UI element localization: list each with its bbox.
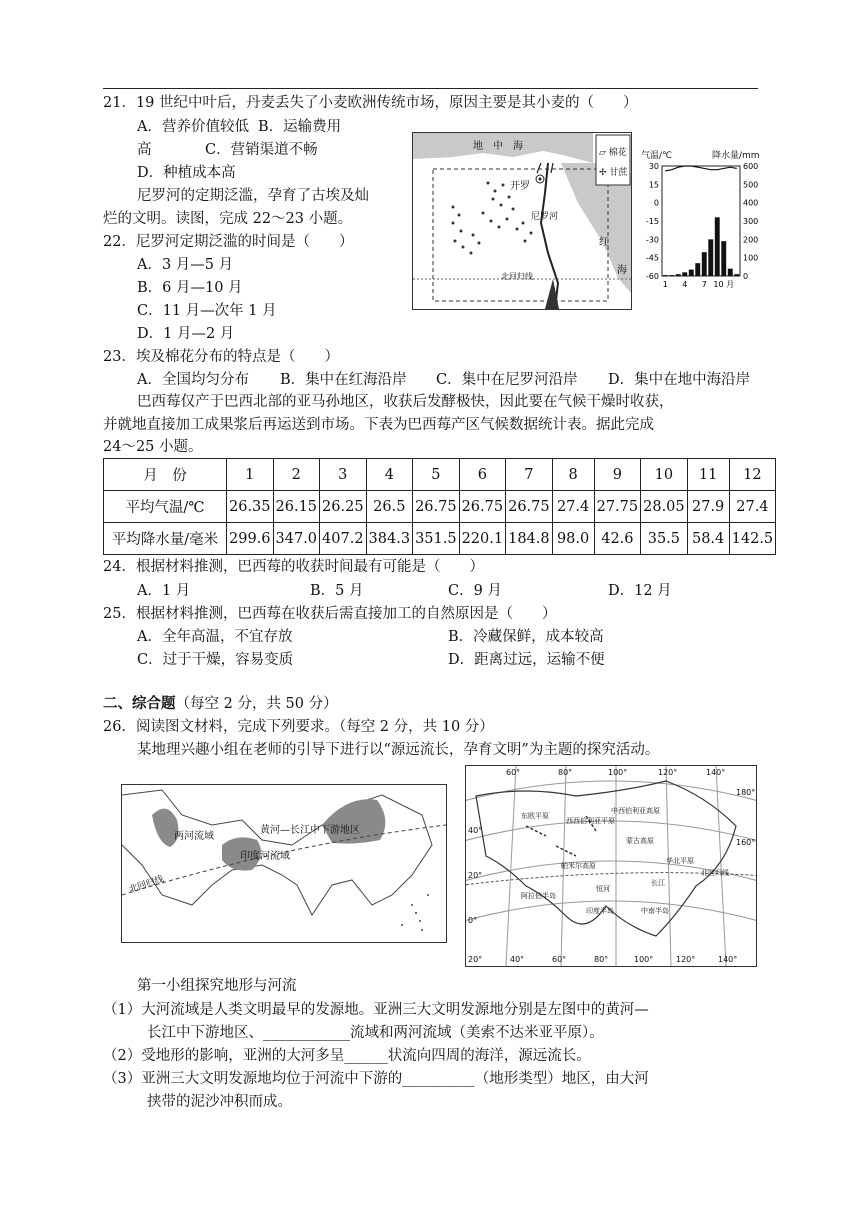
q25-stem: 25．根据材料推测，巴西莓在收获后需直接加工的自然原因是（ ） — [103, 606, 557, 622]
header-rule — [103, 88, 758, 89]
relief-label: 东欧平原 — [521, 812, 549, 820]
relief-label: 长江 — [651, 879, 665, 887]
relief-label: 华北平原 — [666, 857, 694, 865]
table-row-temp — [104, 491, 776, 523]
precip-tick: 0 — [743, 272, 749, 281]
cairo-label: 开罗 — [510, 181, 530, 192]
temp-tick: 30 — [648, 162, 659, 171]
tick-bottom-40: 40° — [510, 955, 525, 964]
legend-sugarcane: ✢ 甘蔗 — [599, 168, 628, 178]
q21-stem: 21．19 世纪中叶后，丹麦丢失了小麦欧洲传统市场，原因主要是其小麦的（ ） — [103, 95, 638, 111]
civ-tropic-label: 北回归线 — [127, 874, 166, 896]
q23-option-b[interactable]: B．集中在红海沿岸 — [280, 372, 407, 388]
tick-left-40: 40° — [468, 826, 483, 835]
tick-top-100: 100° — [608, 768, 628, 777]
relief-label: 帕米尔高原 — [561, 862, 596, 870]
relief-label: 北回归线 — [701, 869, 729, 877]
q23-option-c[interactable]: C．集中在尼罗河沿岸 — [436, 372, 578, 388]
precip-bar — [676, 274, 681, 276]
climate-table — [103, 458, 776, 555]
precip-tick: 100 — [743, 253, 759, 263]
group1-q1-line2: 长江中下游地区、____________流域和两河流域（美索不达米亚平原）。 — [147, 1025, 604, 1041]
precip-bar — [734, 274, 739, 276]
q23-stem: 23．埃及棉花分布的特点是（ ） — [103, 349, 339, 365]
q23-option-d[interactable]: D．集中在地中海沿岸 — [608, 372, 751, 388]
precip-bar — [708, 239, 713, 276]
precip-bar — [695, 263, 700, 276]
tick-top-80: 80° — [558, 768, 573, 777]
relief-label: 阿拉伯半岛 — [521, 892, 556, 900]
precip-tick: 600 — [743, 162, 759, 171]
precip-tick: 500 — [743, 180, 759, 190]
q22-option-c[interactable]: C．11 月—次年 1 月 — [137, 303, 277, 319]
section2-note: （每空 2 分，共 50 分） — [175, 696, 338, 712]
tropic-label: 北回归线 — [501, 272, 533, 281]
tick-bottom-60: 60° — [552, 955, 567, 964]
q26-stem: 26．阅读图文材料，完成下列要求。（每空 2 分，共 10 分） — [103, 719, 494, 735]
q22-option-b[interactable]: B．6 月—10 月 — [137, 280, 243, 296]
climate-chart — [640, 148, 766, 298]
q25-option-c[interactable]: C．过于干燥，容易变质 — [137, 652, 294, 668]
temp-cell: 27.4 — [552, 491, 594, 523]
intro-22-line1: 尼罗河的定期泛滥，孕育了古埃及灿 — [137, 188, 369, 204]
red-sea-label-1: 红 — [599, 237, 609, 248]
q22-option-d[interactable]: D．1 月—2 月 — [137, 326, 235, 342]
relief-label: 中南半岛 — [641, 907, 669, 915]
intro-24-line1: 巴西莓仅产于巴西北部的亚马孙地区，收获后发酵极快，因此要在气候干燥时收获， — [137, 394, 674, 410]
precip-cell: 35.5 — [641, 523, 688, 555]
intro-24-line3: 24～25 小题。 — [103, 439, 203, 455]
q24-option-c[interactable]: C．9 月 — [448, 583, 502, 599]
month-cell: 11 — [687, 459, 729, 491]
precip-bar — [669, 275, 674, 276]
civilization-map — [121, 784, 447, 943]
q24-stem: 24．根据材料推测，巴西莓的收获时间最有可能是（ ） — [103, 559, 484, 575]
tick-top-60: 60° — [506, 768, 521, 777]
temp-cell: 27.75 — [594, 491, 641, 523]
precip-bar — [682, 272, 687, 276]
q26-intro: 某地理兴趣小组在老师的引导下进行以“源远流长，孕育文明”为主题的探究活动。 — [137, 742, 660, 758]
q24-option-d[interactable]: D．12 月 — [608, 583, 672, 599]
section2-heading — [103, 693, 338, 715]
relief-label: 蒙古高原 — [626, 837, 654, 845]
precip-bar — [728, 269, 733, 276]
tick-bottom-100: 100° — [634, 955, 654, 964]
legend-cotton-text: 棉花 — [608, 148, 627, 158]
mediterranean-label: 地 中 海 — [473, 141, 523, 152]
chart-frame — [662, 166, 740, 276]
relief-label: 中西伯利亚高原 — [611, 807, 660, 815]
q21-option-d[interactable]: D．种植成本高 — [137, 165, 236, 181]
precip-cell: 42.6 — [594, 523, 641, 555]
group1-title: 第一小组探究地形与河流 — [137, 978, 297, 994]
tick-top-120: 120° — [658, 768, 678, 777]
temp-cell: 26.35 — [227, 491, 274, 523]
precip-tick: 300 — [743, 217, 759, 226]
group1-q3-line1: （3）亚洲三大文明发源地均位于河流中下游的__________（地形类型）地区，由大河 — [103, 1071, 649, 1087]
month-tick: 10 月 — [713, 280, 735, 289]
month-tick: 4 — [682, 280, 688, 289]
nile-label: 尼罗河 — [531, 212, 559, 222]
group1-q3-line2: 挟带的泥沙冲积而成。 — [147, 1094, 292, 1110]
temp-cell: 26.75 — [459, 491, 506, 523]
month-cell: 7 — [506, 459, 553, 491]
month-header: 月 份 — [104, 459, 227, 491]
temp-cell: 27.4 — [729, 491, 776, 523]
precip-cell: 299.6 — [227, 523, 274, 555]
temp-tick: -30 — [645, 235, 659, 245]
precip-tick: 200 — [743, 235, 759, 245]
precip-header: 平均降水量/毫米 — [104, 523, 227, 555]
month-tick: 7 — [701, 280, 707, 289]
temp-tick: -15 — [645, 217, 659, 226]
month-cell: 6 — [459, 459, 506, 491]
precip-axis-label: 降水量/mm — [712, 151, 760, 161]
tick-left-0: 0° — [468, 916, 478, 925]
q21-option-b-cont: 高 — [137, 142, 152, 158]
temp-header: 平均气温/℃ — [104, 491, 227, 523]
asia-relief-map — [465, 765, 757, 967]
relief-label: 印度半岛 — [586, 907, 614, 915]
precip-bar — [702, 252, 707, 276]
month-cell: 5 — [413, 459, 460, 491]
tick-bottom-80: 80° — [594, 955, 609, 964]
tick-right-180: 180° — [736, 788, 756, 797]
month-cell: 10 — [641, 459, 688, 491]
temp-cell: 28.05 — [641, 491, 688, 523]
temp-tick: -60 — [645, 272, 659, 281]
relief-label: 恒河 — [596, 885, 610, 893]
month-cell: 4 — [366, 459, 413, 491]
temp-line — [665, 166, 737, 171]
relief-label: 西西伯利亚平原 — [566, 817, 615, 825]
tick-top-140: 140° — [706, 768, 726, 777]
month-cell: 12 — [729, 459, 776, 491]
q25-option-a[interactable]: A．全年高温，不宜存放 — [137, 629, 293, 645]
group1-q2: （2）受地形的影响，亚洲的大河多呈______状流向四周的海洋，源远流长。 — [103, 1048, 591, 1064]
precip-cell: 142.5 — [729, 523, 776, 555]
temp-tick: 0 — [653, 198, 659, 208]
month-cell: 8 — [552, 459, 594, 491]
two-rivers-label: 两河流域 — [174, 831, 214, 842]
temp-cell: 26.75 — [506, 491, 553, 523]
indus-label: 印度河流域 — [240, 851, 290, 862]
temp-cell: 26.5 — [366, 491, 413, 523]
precip-cell: 98.0 — [552, 523, 594, 555]
temp-cell: 27.9 — [687, 491, 729, 523]
tick-left-20: 20° — [468, 871, 483, 880]
yellow-yangtze-label: 黄河—长江中下游地区 — [260, 825, 360, 836]
legend-sugarcane-text: 甘蔗 — [609, 168, 628, 178]
tick-bottom-120: 120° — [676, 955, 696, 964]
q22-option-a[interactable]: A．3 月—5 月 — [137, 257, 234, 273]
tick-bottom-20: 20° — [468, 955, 483, 964]
temp-tick: 15 — [648, 180, 659, 190]
table-row-precip — [104, 523, 776, 555]
table-row-months — [104, 459, 776, 491]
month-cell: 2 — [273, 459, 320, 491]
month-cell: 1 — [227, 459, 274, 491]
precip-cell: 184.8 — [506, 523, 553, 555]
precip-bar — [715, 217, 720, 276]
intro-24-line2: 并就地直接加工成果浆后再运送到市场。下表为巴西莓产区气候数据统计表。据此完成 — [103, 417, 654, 433]
q21-option-c[interactable]: C．营销渠道不畅 — [205, 142, 318, 158]
tick-bottom-140: 140° — [718, 955, 738, 964]
climate-chart-svg — [640, 148, 766, 298]
q23-option-a[interactable]: A．全国均匀分布 — [137, 372, 249, 388]
intro-22-line2: 烂的文明。读图，完成 22～23 小题。 — [103, 211, 353, 227]
month-tick: 1 — [662, 280, 668, 289]
tick-right-160: 160° — [736, 838, 756, 847]
asia-relief-graphic — [466, 766, 756, 966]
precip-cell: 407.2 — [320, 523, 367, 555]
precip-bar — [689, 270, 694, 276]
temp-cell: 26.75 — [413, 491, 460, 523]
civilization-map-graphic — [122, 785, 446, 942]
q25-option-d[interactable]: D．距离过远，运输不便 — [448, 652, 605, 668]
egypt-map-graphic — [413, 133, 631, 309]
q22-stem: 22．尼罗河定期泛滥的时间是（ ） — [103, 234, 354, 250]
q24-option-b[interactable]: B．5 月 — [310, 583, 364, 599]
q25-option-b[interactable]: B．冷藏保鲜，成本较高 — [448, 629, 604, 645]
precip-bar — [663, 275, 668, 276]
month-cell: 3 — [320, 459, 367, 491]
temp-cell: 26.25 — [320, 491, 367, 523]
temp-cell: 26.15 — [273, 491, 320, 523]
red-sea-label-2: 海 — [617, 265, 627, 276]
temp-tick: -45 — [645, 253, 659, 263]
section2-title: 二、综合题 — [103, 695, 176, 712]
precip-cell: 347.0 — [273, 523, 320, 555]
month-cell: 9 — [594, 459, 641, 491]
q21-option-a[interactable]: A．营养价值较低 — [137, 119, 249, 135]
group1-q1-line1: （1）大河流域是人类文明最早的发源地。亚洲三大文明发源地分别是左图中的黄河— — [103, 1002, 649, 1018]
precip-tick: 400 — [743, 198, 759, 208]
q21-option-b[interactable]: B．运输费用 — [258, 119, 342, 135]
egypt-map — [412, 132, 632, 310]
q24-option-a[interactable]: A．1 月 — [137, 583, 191, 599]
temp-axis-label: 气温/℃ — [641, 151, 673, 161]
precip-cell: 58.4 — [687, 523, 729, 555]
legend-cotton: ▱ 棉花 — [599, 148, 627, 158]
precip-cell: 384.3 — [366, 523, 413, 555]
precip-bar — [721, 241, 726, 276]
precip-cell: 351.5 — [413, 523, 460, 555]
precip-cell: 220.1 — [459, 523, 506, 555]
